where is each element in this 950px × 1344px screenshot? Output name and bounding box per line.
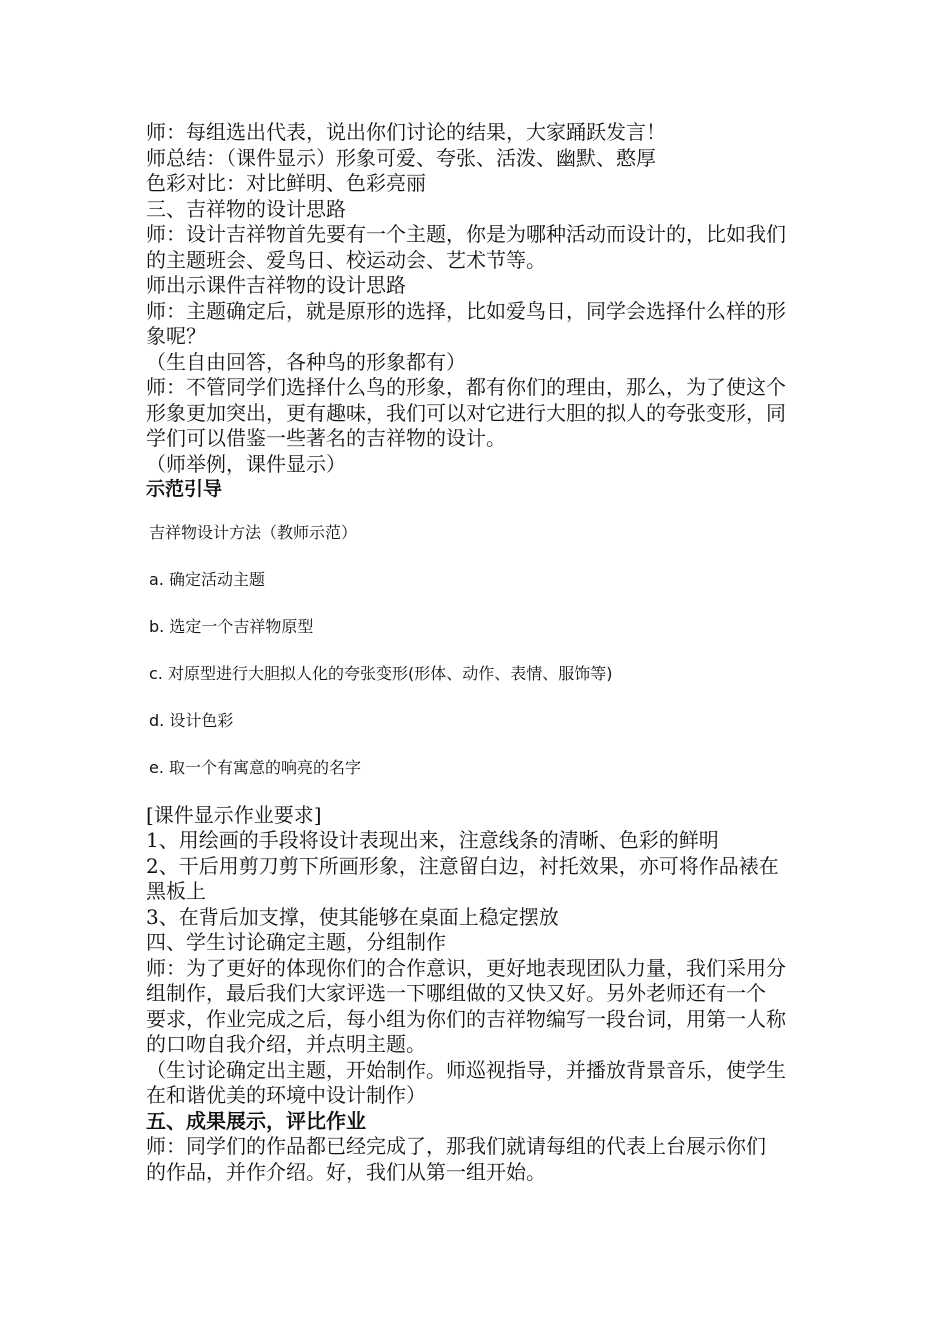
text-line: 组制作，最后我们大家评选一下哪组做的又快又好。另外老师还有一个 (146, 981, 766, 1005)
text-line: 黑板上 (146, 879, 206, 903)
text-line: （生自由回答，各种鸟的形象都有） (146, 349, 466, 374)
demo-list-item: a. 确定活动主题 (149, 569, 265, 589)
text-line: 师：主题确定后，就是原形的选择，比如爱鸟日，同学会选择什么样的形 (146, 298, 786, 323)
document-page (146, 120, 814, 1185)
text-line: （师举例，课件显示） (146, 451, 346, 476)
text-line: 1、用绘画的手段将设计表现出来，注意线条的清晰、色彩的鲜明 (146, 828, 719, 852)
text-line: 色彩对比：对比鲜明、色彩亮丽 (146, 171, 426, 195)
text-line: （生讨论确定出主题，开始制作。师巡视指导，并播放背景音乐，使学生 (146, 1057, 786, 1082)
section-heading-4: 四、学生讨论确定主题，分组制作 (146, 930, 446, 954)
text-line: [课件显示作业要求] (146, 802, 322, 827)
text-line: 的作品，并作介绍。好，我们从第一组开始。 (146, 1159, 546, 1184)
text-line: 的口吻自我介绍，并点明主题。 (146, 1032, 426, 1056)
text-line: 象呢？ (146, 324, 206, 348)
text-line: 的主题班会、爱鸟日、校运动会、艺术节等。 (146, 247, 546, 272)
demo-heading: 示范引导 (146, 478, 223, 500)
text-line: 学们可以借鉴一些著名的吉祥物的设计。 (146, 426, 506, 450)
demo-list-item: b. 选定一个吉祥物原型 (149, 616, 314, 636)
demo-list-item: e. 取一个有寓意的响亮的名字 (149, 757, 362, 777)
text-line: 师：为了更好的体现你们的合作意识，更好地表现团队力量，我们采用分 (146, 955, 786, 980)
text-line: 师：不管同学们选择什么鸟的形象，都有你们的理由，那么，为了使这个 (146, 375, 786, 399)
text-line: 师：同学们的作品都已经完成了，那我们就请每组的代表上台展示你们 (146, 1134, 766, 1158)
text-line: 师：每组选出代表，说出你们讨论的结果，大家踊跃发言！ (146, 120, 666, 144)
text-line: 要求，作业完成之后，每小组为你们的吉祥物编写一段台词，用第一人称 (146, 1006, 786, 1031)
demo-list-item: c. 对原型进行大胆拟人化的夸张变形(形体、动作、表情、服饰等) (149, 663, 613, 683)
text-line: 3、在背后加支撑，使其能够在桌面上稳定摆放 (146, 904, 559, 929)
text-line: 2、干后用剪刀剪下所画形象，注意留白边，衬托效果，亦可将作品裱在 (146, 853, 779, 878)
demo-list-title: 吉祥物设计方法（教师示范） (149, 522, 358, 542)
text-line: 形象更加突出，更有趣味，我们可以对它进行大胆的拟人的夸张变形，同 (146, 400, 786, 425)
text-line: 师总结：（课件显示）形象可爱、夸张、活泼、幽默、憨厚 (146, 145, 656, 170)
text-line: 师：设计吉祥物首先要有一个主题，你是为哪种活动而设计的，比如我们 (146, 222, 786, 246)
section-heading-5: 五、成果展示，评比作业 (146, 1108, 366, 1133)
text-line: 在和谐优美的环境中设计制作） (146, 1083, 426, 1107)
demo-list-item: d. 设计色彩 (149, 710, 234, 730)
text-line: 师出示课件吉祥物的设计思路 (146, 273, 406, 297)
section-heading-3: 三、吉祥物的设计思路 (146, 196, 346, 221)
